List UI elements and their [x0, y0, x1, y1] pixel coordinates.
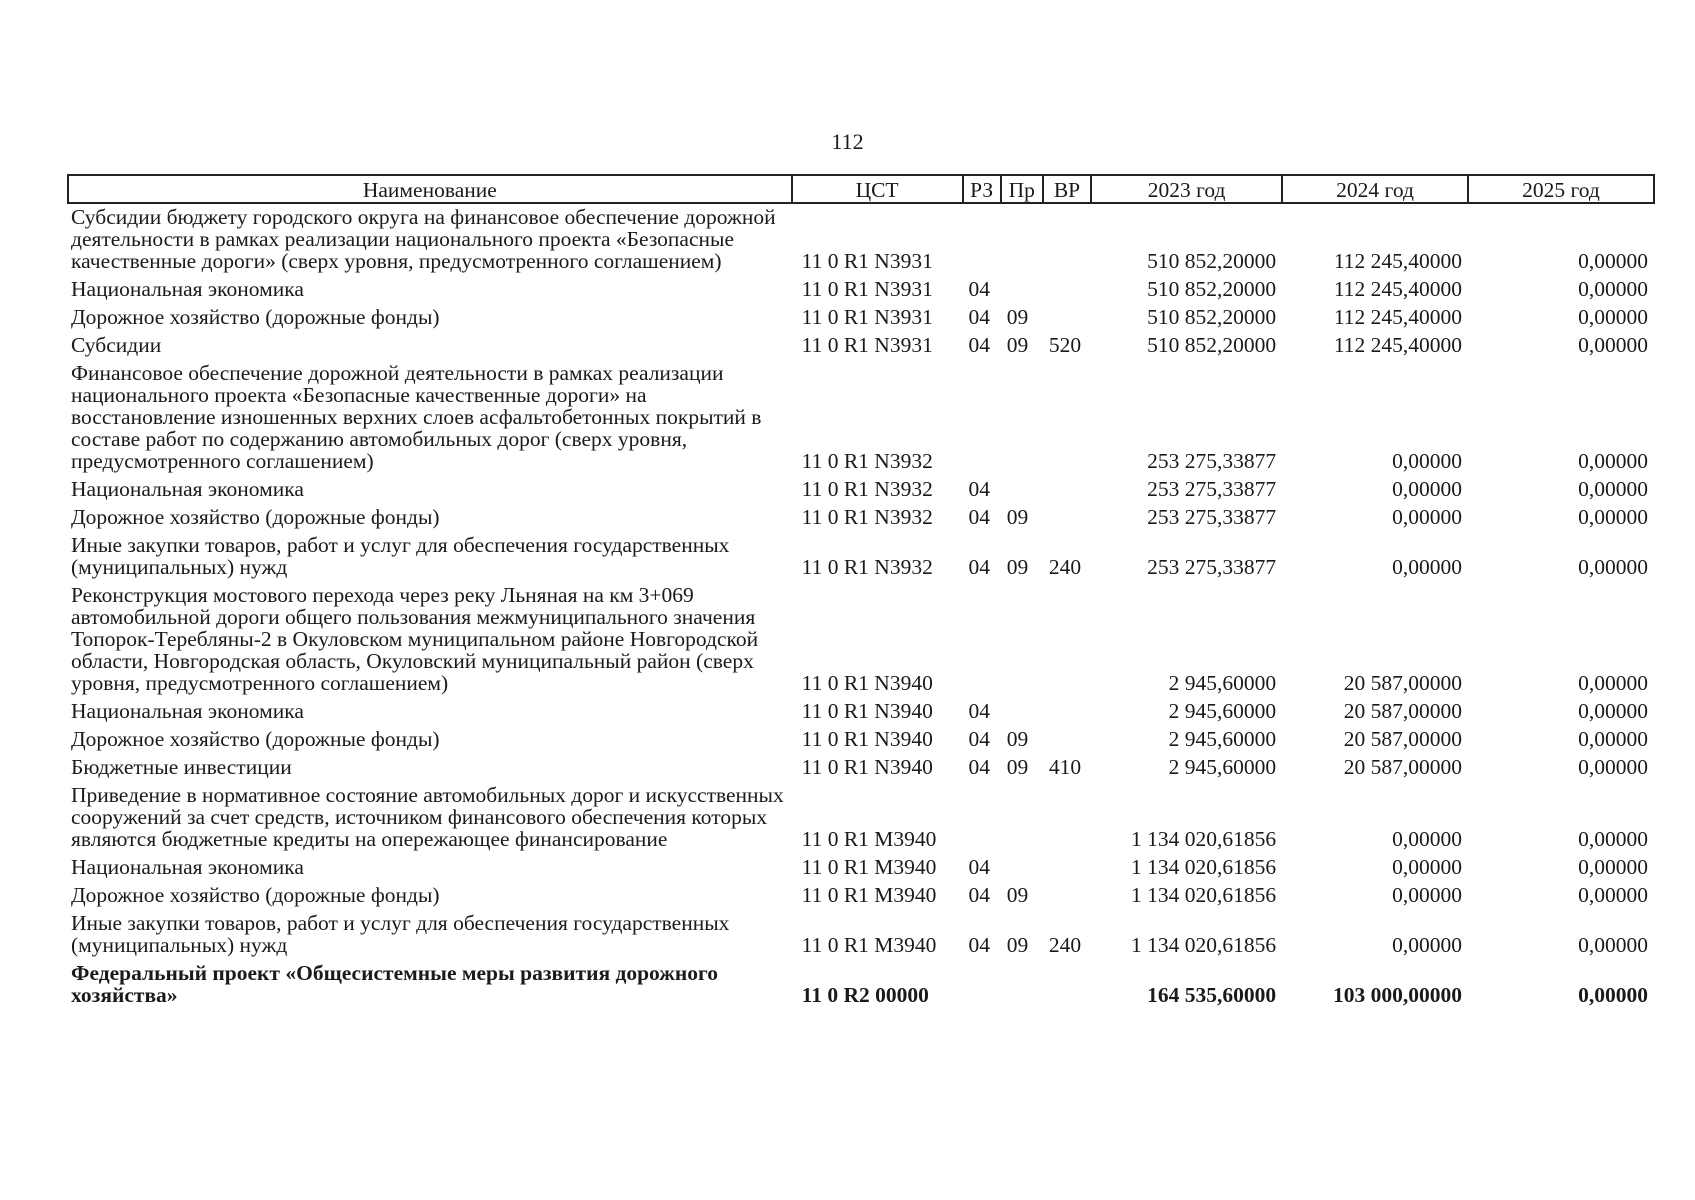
row-pr: 09	[1006, 933, 1029, 957]
row-rz: 04	[968, 555, 990, 579]
row-vr	[1043, 854, 1091, 882]
table-row	[68, 582, 1654, 698]
row-2024: 103 000,00000	[1333, 983, 1463, 1007]
row-cst: 11 0 R1 N3940	[801, 727, 933, 751]
row-2023: 253 275,33877	[1147, 477, 1277, 501]
row-2024: 20 587,00000	[1343, 671, 1463, 695]
row-rz: 04	[968, 305, 990, 329]
row-2024: 0,00000	[1392, 855, 1463, 879]
row-pr: 09	[1006, 555, 1029, 579]
header-rz: РЗ	[963, 175, 1001, 203]
row-2025: 0,00000	[1578, 249, 1648, 273]
row-2025: 0,00000	[1578, 983, 1648, 1007]
row-2024: 0,00000	[1392, 827, 1463, 851]
row-rz: 04	[968, 477, 990, 501]
row-rz	[963, 960, 1001, 1010]
row-cst: 11 0 R1 N3931	[801, 305, 933, 329]
row-name: Национальная экономика	[71, 277, 304, 301]
row-2023: 1 134 020,61856	[1130, 855, 1277, 879]
row-2024: 20 587,00000	[1343, 699, 1463, 723]
table-row	[68, 910, 1654, 960]
header-name: Наименование	[68, 175, 792, 203]
row-name: Национальная экономика	[71, 855, 304, 879]
row-2025: 0,00000	[1578, 305, 1648, 329]
header-2024: 2024 год	[1282, 175, 1468, 203]
row-name: Дорожное хозяйство (дорожные фонды)	[71, 305, 440, 329]
row-cst: 11 0 R2 00000	[801, 983, 929, 1007]
row-vr	[1043, 782, 1091, 854]
row-2023: 510 852,20000	[1147, 249, 1277, 273]
row-vr	[1043, 582, 1091, 698]
table-row	[68, 882, 1654, 910]
row-2023: 1 134 020,61856	[1130, 933, 1277, 957]
row-2023: 253 275,33877	[1147, 505, 1277, 529]
table-row	[68, 782, 1654, 854]
row-2024: 112 245,40000	[1333, 249, 1463, 273]
table-row	[68, 360, 1654, 476]
row-rz	[963, 360, 1001, 476]
row-2023: 1 134 020,61856	[1130, 827, 1277, 851]
row-2023: 510 852,20000	[1147, 305, 1277, 329]
row-2025: 0,00000	[1578, 449, 1648, 473]
row-2024: 112 245,40000	[1333, 277, 1463, 301]
row-cst: 11 0 R1 N3940	[801, 755, 933, 779]
table-row	[68, 754, 1654, 782]
row-vr: 240	[1048, 933, 1082, 957]
row-pr: 09	[1006, 505, 1029, 529]
row-name: Реконструкция мостового перехода через реку Льняная на км 3+069 автомобильной дороги общего пользования межмуниципального значения Топорок-Теребляны-2 в Окуловском муниципальном районе Новгородской области, Новгородская область, Окуловский муниципальный район (сверх уровня, предусмотренного соглашением)	[71, 583, 759, 695]
row-name: Федеральный проект «Общесистемные меры развития дорожного хозяйства»	[71, 961, 718, 1007]
row-2024: 20 587,00000	[1343, 755, 1463, 779]
row-pr: 09	[1006, 883, 1029, 907]
row-cst: 11 0 R1 N3931	[801, 333, 933, 357]
row-name: Национальная экономика	[71, 699, 304, 723]
row-name: Иные закупки товаров, работ и услуг для обеспечения государственных (муниципальных) нужд	[71, 533, 730, 579]
row-rz: 04	[968, 505, 990, 529]
row-vr	[1043, 476, 1091, 504]
header-pr: Пр	[1001, 175, 1043, 203]
row-2023: 2 945,60000	[1168, 755, 1277, 779]
row-vr	[1043, 203, 1091, 276]
row-2025: 0,00000	[1578, 827, 1648, 851]
row-2025: 0,00000	[1578, 505, 1648, 529]
row-2023: 510 852,20000	[1147, 333, 1277, 357]
row-vr	[1043, 276, 1091, 304]
row-vr	[1043, 726, 1091, 754]
row-rz: 04	[968, 727, 990, 751]
page-number: 112	[831, 129, 864, 154]
budget-table	[67, 174, 1655, 1010]
row-2025: 0,00000	[1578, 671, 1648, 695]
row-rz: 04	[968, 277, 990, 301]
table-row	[68, 504, 1654, 532]
row-name: Иные закупки товаров, работ и услуг для обеспечения государственных (муниципальных) нужд	[71, 911, 730, 957]
row-cst: 11 0 R1 N3932	[801, 477, 933, 501]
row-name: Дорожное хозяйство (дорожные фонды)	[71, 505, 440, 529]
table-row	[68, 726, 1654, 754]
row-vr: 410	[1048, 755, 1082, 779]
table-row	[68, 532, 1654, 582]
row-2024: 0,00000	[1392, 477, 1463, 501]
row-2023: 253 275,33877	[1147, 555, 1277, 579]
row-cst: 11 0 R1 N3932	[801, 555, 933, 579]
row-2025: 0,00000	[1578, 333, 1648, 357]
row-pr	[1001, 203, 1043, 276]
row-cst: 11 0 R1 M3940	[801, 933, 937, 957]
row-2024: 112 245,40000	[1333, 333, 1463, 357]
row-2025: 0,00000	[1578, 933, 1648, 957]
row-2025: 0,00000	[1578, 883, 1648, 907]
row-name: Дорожное хозяйство (дорожные фонды)	[71, 727, 440, 751]
row-cst: 11 0 R1 N3940	[801, 699, 933, 723]
row-2025: 0,00000	[1578, 555, 1648, 579]
row-vr	[1043, 960, 1091, 1010]
row-2023: 2 945,60000	[1168, 699, 1277, 723]
row-name: Национальная экономика	[71, 477, 304, 501]
row-2025: 0,00000	[1578, 277, 1648, 301]
row-name: Приведение в нормативное состояние автомобильных дорог и искусственных сооружений за счет средств, источником финансового обеспечения которых являются бюджетные кредиты на опережающее финансирование	[71, 783, 784, 851]
row-pr	[1001, 782, 1043, 854]
row-pr	[1001, 960, 1043, 1010]
row-2024: 0,00000	[1392, 555, 1463, 579]
row-2023: 253 275,33877	[1147, 449, 1277, 473]
row-2023: 2 945,60000	[1168, 671, 1277, 695]
row-cst: 11 0 R1 M3940	[801, 883, 937, 907]
row-cst: 11 0 R1 N3940	[801, 671, 933, 695]
row-cst: 11 0 R1 N3931	[801, 249, 933, 273]
row-pr	[1001, 276, 1043, 304]
row-2023: 164 535,60000	[1147, 983, 1277, 1007]
row-cst: 11 0 R1 N3932	[801, 449, 933, 473]
row-2023: 510 852,20000	[1147, 277, 1277, 301]
row-name: Субсидии	[71, 333, 162, 357]
table-row	[68, 698, 1654, 726]
row-rz	[963, 782, 1001, 854]
row-2025: 0,00000	[1578, 855, 1648, 879]
row-rz: 04	[968, 333, 990, 357]
table-body	[68, 203, 1654, 1010]
table-row	[68, 854, 1654, 882]
row-2025: 0,00000	[1578, 699, 1648, 723]
row-2024: 20 587,00000	[1343, 727, 1463, 751]
row-rz: 04	[968, 933, 990, 957]
row-2023: 1 134 020,61856	[1130, 883, 1277, 907]
row-2024: 0,00000	[1392, 933, 1463, 957]
row-name: Бюджетные инвестиции	[71, 755, 292, 779]
row-vr	[1043, 698, 1091, 726]
row-vr	[1043, 504, 1091, 532]
row-2024: 0,00000	[1392, 505, 1463, 529]
row-pr	[1001, 854, 1043, 882]
row-pr: 09	[1006, 333, 1029, 357]
header-cst: ЦСТ	[792, 175, 963, 203]
row-vr: 520	[1048, 333, 1082, 357]
row-name: Субсидии бюджету городского округа на финансовое обеспечение дорожной деятельности в рамках реализации национального проекта «Безопасные качественные дороги» (сверх уровня, предусмотренного соглашением)	[71, 205, 776, 273]
row-pr: 09	[1006, 755, 1029, 779]
row-cst: 11 0 R1 N3932	[801, 505, 933, 529]
header-2023: 2023 год	[1091, 175, 1282, 203]
table-row	[68, 476, 1654, 504]
row-2025: 0,00000	[1578, 477, 1648, 501]
row-pr	[1001, 582, 1043, 698]
row-rz: 04	[968, 755, 990, 779]
row-2024: 0,00000	[1392, 883, 1463, 907]
row-pr	[1001, 360, 1043, 476]
row-2025: 0,00000	[1578, 755, 1648, 779]
row-rz: 04	[968, 883, 990, 907]
row-vr	[1043, 360, 1091, 476]
row-name: Дорожное хозяйство (дорожные фонды)	[71, 883, 440, 907]
row-2025: 0,00000	[1578, 727, 1648, 751]
row-pr	[1001, 476, 1043, 504]
table-row	[68, 203, 1654, 276]
row-cst: 11 0 R1 M3940	[801, 855, 937, 879]
row-vr	[1043, 304, 1091, 332]
row-cst: 11 0 R1 N3931	[801, 277, 933, 301]
table-row	[68, 304, 1654, 332]
row-vr: 240	[1048, 555, 1082, 579]
row-2023: 2 945,60000	[1168, 727, 1277, 751]
row-2024: 112 245,40000	[1333, 305, 1463, 329]
header-2025: 2025 год	[1468, 175, 1654, 203]
row-rz: 04	[968, 699, 990, 723]
row-rz	[963, 582, 1001, 698]
row-name: Финансовое обеспечение дорожной деятельности в рамках реализации национального проекта «Безопасные качественные дороги» на восстановление изношенных верхних слоев асфальтобетонных покрытий в составе работ по содержанию автомобильных дорог (сверх уровня, предусмотренного соглашением)	[71, 361, 762, 473]
row-pr: 09	[1006, 305, 1029, 329]
table-row	[68, 332, 1654, 360]
header-vr: ВР	[1043, 175, 1091, 203]
row-pr	[1001, 698, 1043, 726]
row-vr	[1043, 882, 1091, 910]
row-rz: 04	[968, 855, 990, 879]
table-row	[68, 276, 1654, 304]
row-2024: 0,00000	[1392, 449, 1463, 473]
row-pr: 09	[1006, 727, 1029, 751]
row-rz	[963, 203, 1001, 276]
table-header-row	[68, 175, 1654, 203]
row-cst: 11 0 R1 M3940	[801, 827, 937, 851]
table-row-total	[68, 960, 1654, 1010]
